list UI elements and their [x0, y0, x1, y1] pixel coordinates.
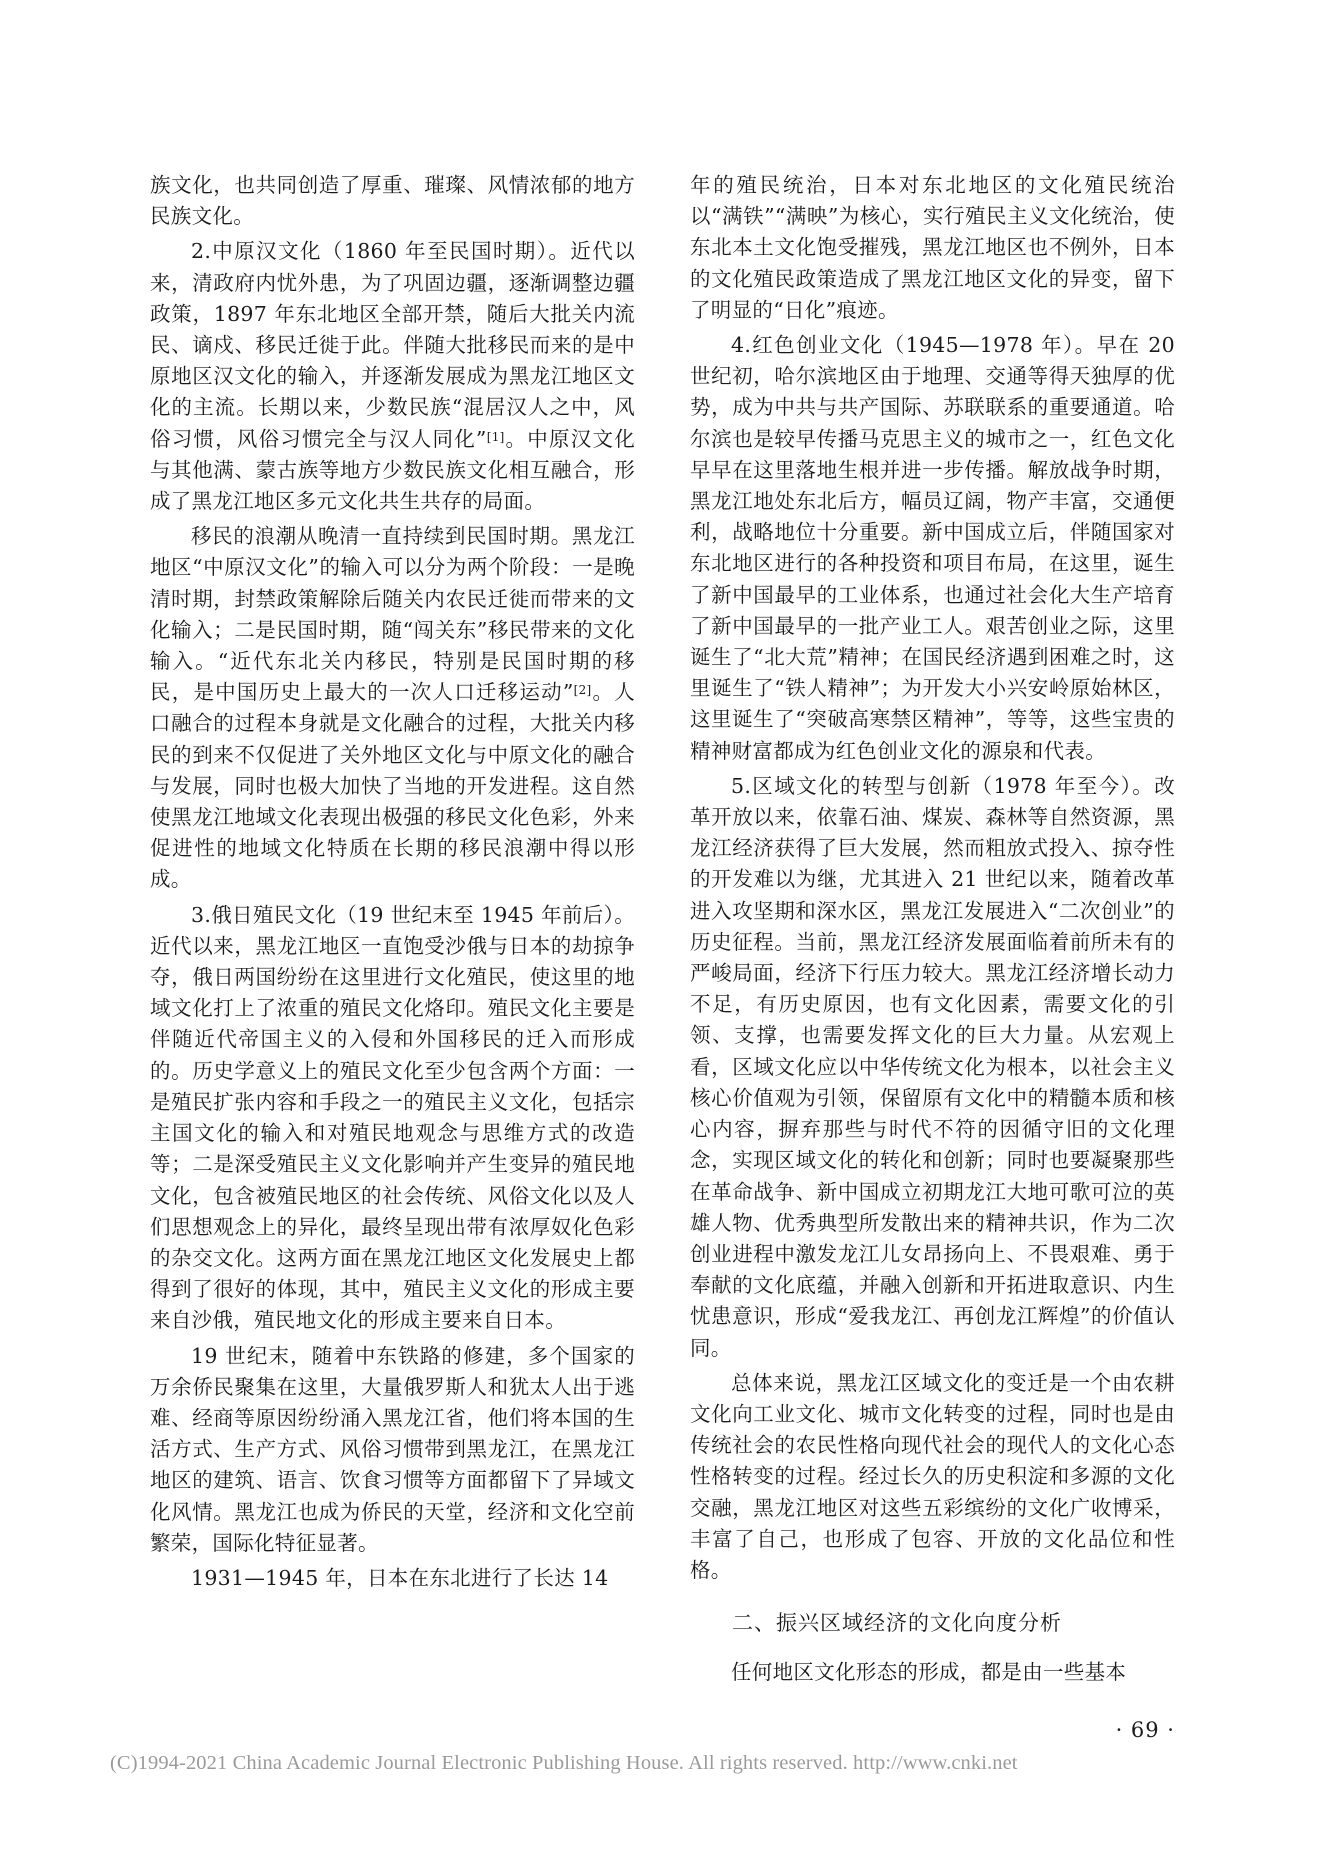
- paragraph-l3: 3.俄日殖民文化（19 世纪末至 1945 年前后）。近代以来，黑龙江地区一直饱受沙俄与日本的劫掠争夺，俄日两国纷纷在这里进行文化殖民，使这里的地域文化打上了浓重的殖民文化烙印。殖民文化主要是伴随近代帝国主义的入侵和外国移民的迁入而形成的。历史学意义上的殖民文化至少包含两个方面：一是殖民扩张内容和手段之一的殖民主义文化，包括宗主国文化的输入和对殖民地观念与思维方式的改造等；二是深受殖民主义文化影响并产生变异的殖民地文化，包含被殖民地区的社会传统、风俗文化以及人们思想观念上的异化，最终呈现出带有浓厚奴化色彩的杂交文化。这两方面在黑龙江地区文化发展史上都得到了很好的体现，其中，殖民主义文化的形成主要来自沙俄，殖民地文化的形成主要来自日本。: [150, 902, 635, 1333]
- paragraph-r0: 年的殖民统治，日本对东北地区的文化殖民统治以“满铁”“满映”为核心，实行殖民主义文化统治，使东北本土文化饱受摧残，黑龙江地区也不例外，日本的文化殖民政策造成了黑龙江地区文化的异变，留下了明显的“日化”痕迹。: [690, 173, 1175, 322]
- section-heading: 二、振兴区域经济的文化向度分析: [732, 1611, 1062, 1636]
- footnote-ref[interactable]: [1]: [486, 429, 505, 444]
- paragraph-r3: 总体来说，黑龙江区域文化的变迁是一个由农耕文化向工业文化、城市文化转变的过程，同时也是由传统社会的农民性格向现代社会的现代人的文化心态性格转变的过程。经过长久的历史积淀和多源的文化交融，黑龙江地区对这些五彩缤纷的文化广收博采，丰富了自己，也形成了包容、开放的文化品位和性格。: [690, 1370, 1175, 1582]
- paragraph-r1: 4.红色创业文化（1945—1978 年）。早在 20 世纪初，哈尔滨地区由于地理、交通等得天独厚的优势，成为中共与共产国际、苏联联系的重要通道。哈尔滨也是较早传播马克思主义的城市之一，红色文化早早在这里落地生根并进一步传播。解放战争时期，黑龙江地处东北后方，幅员辽阔，物产丰富，交通便利，战略地位十分重要。新中国成立后，伴随国家对东北地区进行的各种投资和项目布局，在这里，诞生了新中国最早的工业体系，也通过社会化大生产培育了新中国最早的一批产业工人。艰苦创业之际，这里诞生了“北大荒”精神；在国民经济遇到困难之时，这里诞生了“铁人精神”；为开发大小兴安岭原始林区，这里诞生了“突破高寒禁区精神”，等等，这些宝贵的精神财富都成为红色创业文化的源泉和代表。: [690, 333, 1175, 763]
- page-number: · 69 ·: [1115, 1718, 1175, 1742]
- paragraph-l4: 19 世纪末，随着中东铁路的修建，多个国家的万余侨民聚集在这里，大量俄罗斯人和犹太人出于逃难、经商等原因纷纷涌入黑龙江省，他们将本国的生活方式、生产方式、风俗习惯带到黑龙江，在黑龙江地区的建筑、语言、饮食习惯等方面都留下了异域文化风情。黑龙江也成为侨民的天堂，经济和文化空前繁荣，国际化特征显著。: [150, 1343, 635, 1555]
- left-column: [150, 170, 635, 1594]
- paragraph-l2: 移民的浪潮从晚清一直持续到民国时期。黑龙江地区“中原汉文化”的输入可以分为两个阶段：一是晚清时期，封禁政策解除后随关内农民迁徙而带来的文化输入；二是民国时期，随“闯关东”移民带来的文化输入。“近代东北关内移民，特别是民国时期的移民，是中国历史上最大的一次人口迁移运动”[2]。人口融合的过程本身就是文化融合的过程，大批关内移民的到来不仅促进了关外地区文化与中原文化的融合与发展，同时也极大加快了当地的开发进程。这自然使黑龙江地域文化表现出极强的移民文化色彩，外来促进性的地域文化特质在长期的移民浪潮中得以形成。: [150, 524, 635, 892]
- footnote-ref[interactable]: [2]: [573, 683, 592, 698]
- paragraph-l5: 1931—1945 年，日本在东北进行了长达 14: [191, 1565, 609, 1590]
- paragraph-l1: 2.中原汉文化（1860 年至民国时期）。近代以来，清政府内忧外患，为了巩固边疆，逐渐调整边疆政策，1897 年东北地区全部开禁，随后大批关内流民、谪戍、移民迁徙于此。伴随大批移民而来的是中原地区汉文化的输入，并逐渐发展成为黑龙江地区文化的主流。长期以来，少数民族“混居汉人之中，风俗习惯，风俗习惯完全与汉人同化”[1]。中原汉文化与其他满、蒙古族等地方少数民族文化相互融合，形成了黑龙江地区多元文化共生共存的局面。: [150, 239, 635, 514]
- paragraph-r4: 任何地区文化形态的形成，都是由一些基本: [731, 1660, 1127, 1685]
- copyright-footer: (C)1994-2021 China Academic Journal Electronic Publishing House. All rights reserved. http://www.cnki.net: [110, 1752, 1018, 1774]
- paragraph-l0: 族文化，也共同创造了厚重、璀璨、风情浓郁的地方民族文化。: [150, 173, 635, 229]
- paragraph-r2: 5.区域文化的转型与创新（1978 年至今）。改革开放以来，依靠石油、煤炭、森林等自然资源，黑龙江经济获得了巨大发展，然而粗放式投入、掠夺性的开发难以为继，尤其进入 21 世纪以来，随着改革进入攻坚期和深水区，黑龙江发展进入“二次创业”的历史征程。当前，黑龙江经济发展面临着前所未有的严峻局面，经济下行压力较大。黑龙江经济增长动力不足，有历史原因，也有文化因素，需要文化的引领、支撑，也需要发挥文化的巨大力量。从宏观上看，区域文化应以中华传统文化为根本，以社会主义核心价值观为引领，保留原有文化中的精髓本质和核心内容，摒弃那些与时代不符的因循守旧的文化理念，实现区域文化的转化和创新；同时也要凝聚那些在革命战争、新中国成立初期龙江大地可歌可泣的英雄人物、优秀典型所发散出来的精神共识，作为二次创业进程中激发龙江儿女昂扬向上、不畏艰难、勇于奉献的文化底蕴，并融入创新和开拓进取意识、内生忧患意识，形成“爱我龙江、再创龙江辉煌”的价值认同。: [690, 773, 1175, 1360]
- right-column: [690, 170, 1175, 1688]
